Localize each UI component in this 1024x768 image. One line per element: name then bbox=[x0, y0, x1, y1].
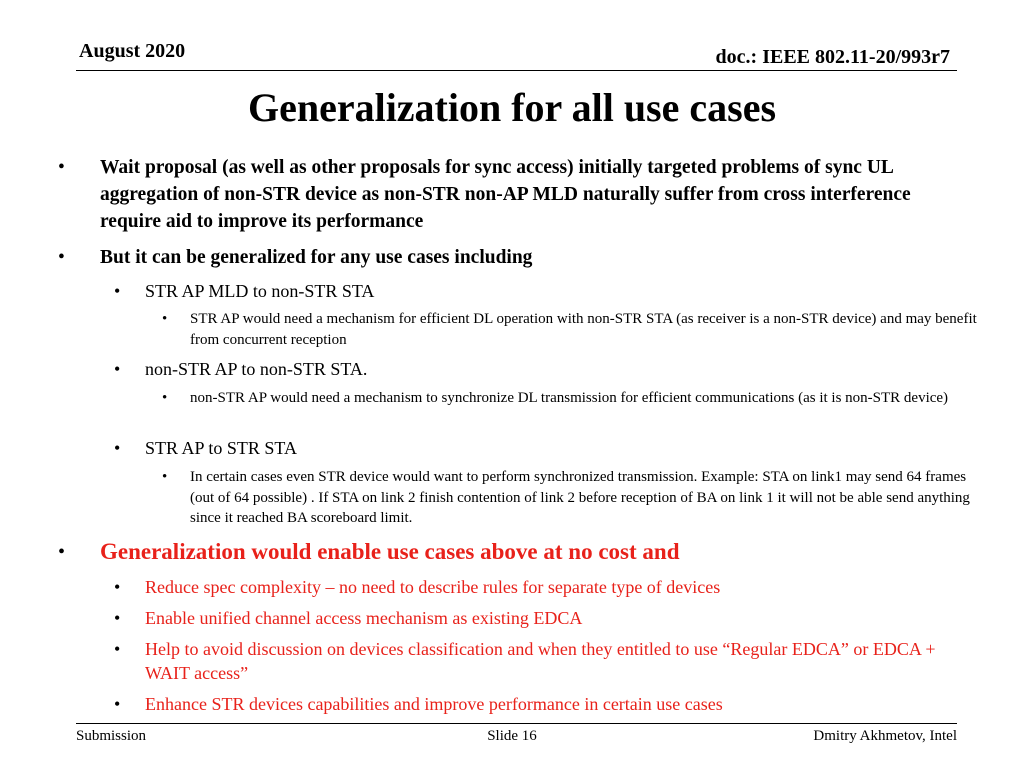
bullet-glyph: • bbox=[114, 639, 121, 659]
sub-bullet-item bbox=[114, 436, 965, 460]
sub-bullet-item bbox=[114, 637, 965, 685]
bullet-glyph: • bbox=[114, 438, 121, 458]
sub-bullet-item bbox=[114, 606, 965, 630]
bullet-text: But it can be generalized for any use cases including bbox=[100, 247, 533, 268]
footer-author: Dmitry Akhmetov, Intel bbox=[813, 728, 957, 744]
sub-bullet-item bbox=[114, 692, 965, 716]
bullet-glyph: • bbox=[58, 247, 65, 268]
bullet-text: Enhance STR devices capabilities and improve performance in certain use cases bbox=[145, 694, 723, 714]
highlight-bullet-item bbox=[58, 538, 970, 566]
bullet-glyph: • bbox=[114, 608, 121, 628]
bullet-glyph: • bbox=[58, 157, 65, 178]
bullet-text: Wait proposal (as well as other proposals for sync access) initially targeted problems of sync UL aggregation of non-STR device as non-STR non-AP MLD naturally suffer from cross interference require aid to improve its performance bbox=[100, 157, 911, 232]
sub-sub-bullet-item bbox=[162, 388, 985, 409]
sub-sub-bullet-item bbox=[162, 467, 985, 529]
bullet-text: Enable unified channel access mechanism as existing EDCA bbox=[145, 608, 583, 628]
header-doc-id: doc.: IEEE 802.11-20/993r7 bbox=[715, 46, 950, 68]
footer-submission: Submission bbox=[76, 728, 147, 744]
bullet-text: STR AP would need a mechanism for efficient DL operation with non-STR STA (as receiver is a non-STR device) and may benefit from concurrent reception bbox=[190, 311, 977, 348]
bullet-glyph: • bbox=[114, 359, 121, 379]
header-date: August 2020 bbox=[79, 40, 186, 62]
bullet-text: STR AP MLD to non-STR STA bbox=[145, 281, 375, 301]
bullet-text: STR AP to STR STA bbox=[145, 438, 297, 458]
bullet-text: Help to avoid discussion on devices classification and when they entitled to use “Regular EDCA” or EDCA + WAIT access” bbox=[145, 639, 936, 683]
footer-slide-number: Slide 16 bbox=[487, 728, 537, 744]
bullet-text: non-STR AP to non-STR STA. bbox=[145, 359, 368, 379]
bullet-glyph: • bbox=[162, 469, 168, 485]
sub-bullet-item bbox=[114, 357, 965, 381]
bullet-glyph: • bbox=[114, 577, 121, 597]
bullet-text: Reduce spec complexity – no need to describe rules for separate type of devices bbox=[145, 577, 721, 597]
sub-sub-bullet-item bbox=[162, 309, 985, 350]
bullet-text: Generalization would enable use cases above at no cost and bbox=[100, 539, 680, 564]
slide-title: Generalization for all use cases bbox=[247, 85, 777, 130]
bullet-glyph: • bbox=[162, 390, 168, 406]
bullet-glyph: • bbox=[114, 281, 121, 301]
bullet-item bbox=[58, 154, 970, 235]
bullet-glyph: • bbox=[114, 694, 121, 714]
sub-bullet-item bbox=[114, 279, 965, 303]
bullet-text: In certain cases even STR device would want to perform synchronized transmission. Example: STA on link1 may send 64 frames (out of 64 possible) . If STA on link 2 finish contention of link 2 before reception of BA on link 1 it will not be able send anything since it reached BA scoreboard limit. bbox=[190, 469, 970, 526]
bullet-glyph: • bbox=[162, 311, 168, 327]
footer-divider bbox=[76, 723, 957, 724]
bullet-item bbox=[58, 244, 970, 271]
sub-bullet-item bbox=[114, 575, 965, 599]
bullet-glyph: • bbox=[58, 541, 66, 563]
bullet-text: non-STR AP would need a mechanism to synchronize DL transmission for efficient communications (as it is non-STR device) bbox=[190, 390, 949, 406]
